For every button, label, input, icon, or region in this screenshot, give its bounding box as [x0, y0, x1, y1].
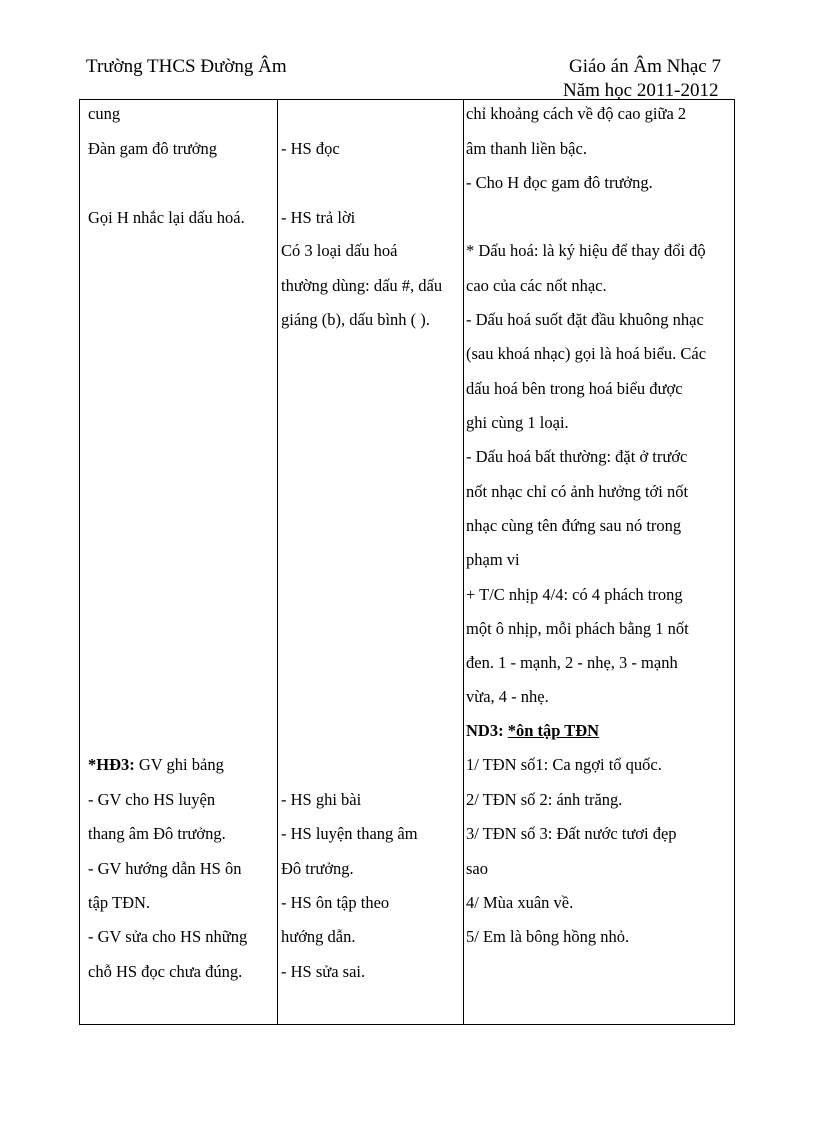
content-line: một ô nhịp, mỗi phách bằng 1 nốt: [466, 619, 689, 638]
teacher-line: - GV sửa cho HS những: [88, 927, 248, 946]
content-line: + T/C nhịp 4/4: có 4 phách trong: [466, 585, 683, 604]
student-line: Có 3 loại dấu hoá: [281, 241, 398, 260]
content-line: nhạc cùng tên đứng sau nó trong: [466, 516, 682, 535]
lesson-table: [79, 99, 735, 1025]
content-line: nốt nhạc chỉ có ảnh hưởng tới nốt: [466, 482, 689, 501]
activity-heading: [88, 755, 224, 775]
content-line: ghi cùng 1 loại.: [466, 413, 569, 432]
student-line: thường dùng: dấu #, dấu: [281, 276, 443, 295]
student-line: - HS ôn tập theo: [281, 893, 390, 912]
content-line: - Dấu hoá bất thường: đặt ở trước: [466, 447, 688, 466]
content-line: - Cho H đọc gam đô trưởng.: [466, 173, 653, 192]
teacher-line: - GV hướng dẫn HS ôn: [88, 859, 242, 878]
teacher-line: tập TĐN.: [88, 893, 151, 912]
student-line: - HS trả lời: [281, 208, 356, 227]
teacher-line: - GV cho HS luyện: [88, 790, 216, 809]
school-year: Năm học 2011-2012: [563, 80, 719, 101]
teacher-line: chỗ HS đọc chưa đúng.: [88, 962, 243, 981]
content-line: vừa, 4 - nhẹ.: [466, 687, 549, 706]
student-line: - HS ghi bài: [281, 790, 362, 809]
subject-title: Giáo án Âm Nhạc 7: [569, 56, 721, 77]
section-label: ND3:: [466, 721, 508, 740]
student-line: Đô trưởng.: [281, 859, 354, 878]
content-line: 4/ Mùa xuân về.: [466, 893, 574, 912]
content-line: 2/ TĐN số 2: ánh trăng.: [466, 790, 623, 809]
activity-text: GV ghi bảng: [134, 755, 224, 774]
teacher-line: Đàn gam đô trưởng: [88, 139, 218, 158]
content-column: [466, 100, 735, 1024]
activity-label: *HĐ3:: [88, 755, 135, 774]
content-line: dấu hoá bên trong hoá biểu được: [466, 379, 683, 398]
content-line: 1/ TĐN số1: Ca ngợi tổ quốc.: [466, 755, 662, 774]
student-line: giáng (b), dấu bình ( ).: [281, 310, 430, 329]
content-line: phạm vi: [466, 550, 520, 569]
column-divider-2: [463, 100, 464, 1024]
teacher-line: cung: [88, 104, 121, 123]
content-line: 5/ Em là bông hồng nhỏ.: [466, 927, 630, 946]
student-line: hướng dẫn.: [281, 927, 356, 946]
student-line: - HS sửa sai.: [281, 962, 366, 981]
content-line: - Dấu hoá suốt đặt đầu khuông nhạc: [466, 310, 704, 329]
content-line: sao: [466, 859, 488, 878]
content-line: chỉ khoảng cách về độ cao giữa 2: [466, 104, 687, 123]
column-divider-1: [277, 100, 278, 1024]
student-activity-column: [281, 100, 462, 1024]
teacher-activity-column: [88, 100, 276, 1024]
student-line: - HS đọc: [281, 139, 340, 158]
section-title: *ôn tập TĐN: [507, 721, 600, 740]
content-line: 3/ TĐN số 3: Đất nước tươi đẹp: [466, 824, 677, 843]
content-line: cao của các nốt nhạc.: [466, 276, 607, 295]
section-heading-nd3: [466, 721, 599, 741]
content-line: đen. 1 - mạnh, 2 - nhẹ, 3 - mạnh: [466, 653, 678, 672]
content-line: âm thanh liền bậc.: [466, 139, 587, 158]
teacher-line: thang âm Đô trưởng.: [88, 824, 226, 843]
teacher-line: Gọi H nhắc lại dấu hoá.: [88, 208, 245, 227]
student-line: - HS luyện thang âm: [281, 824, 418, 843]
school-name: Trường THCS Đường Âm: [86, 56, 287, 77]
content-line: * Dấu hoá: là ký hiệu để thay đổi độ: [466, 241, 706, 260]
content-line: (sau khoá nhạc) gọi là hoá biểu. Các: [466, 344, 707, 363]
